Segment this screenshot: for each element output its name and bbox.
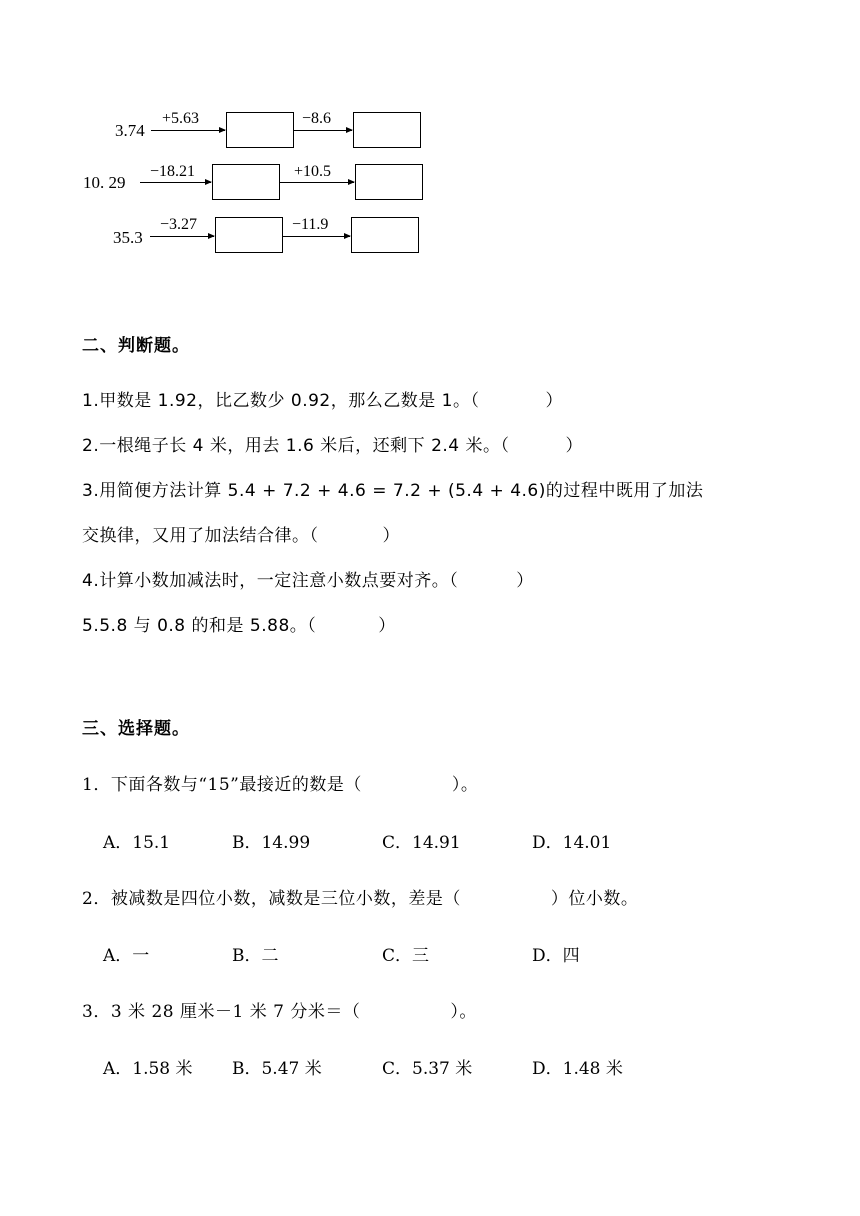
judge-item-2 — [82, 431, 583, 456]
option-d[interactable]: D．1.48 米 — [532, 1059, 623, 1079]
arrow-right-icon — [140, 182, 211, 183]
choice-question-1 — [82, 770, 478, 795]
answer-box[interactable] — [353, 112, 421, 148]
option-c[interactable]: C．三 — [382, 946, 430, 966]
arrow-right-icon — [279, 182, 354, 183]
question-text: 1.甲数是 1.92，比乙数少 0.92，那么乙数是 1。（ — [82, 391, 480, 411]
option-a[interactable]: A．1.58 米 — [103, 1059, 193, 1079]
arrow-right-icon — [150, 236, 214, 237]
choice-question-2 — [82, 884, 638, 909]
question-text: 1．下面各数与“15”最接近的数是（ — [82, 775, 362, 795]
chain-start-value: 35.3 — [113, 228, 143, 247]
section-title: 三、选择题。 — [82, 719, 190, 739]
blank-close: ） — [382, 526, 400, 546]
question-text: 3．3 米 28 厘米－1 米 7 分米＝（ — [82, 1002, 361, 1022]
option-c[interactable]: C．5.37 米 — [382, 1059, 473, 1079]
chain-operation-1: −18.21 — [150, 163, 196, 180]
chain-operation-2: −11.9 — [292, 216, 329, 233]
option-d[interactable]: D．四 — [532, 946, 580, 966]
judge-item-3 — [82, 476, 703, 501]
option-a[interactable]: A．一 — [103, 946, 150, 966]
option-d[interactable]: D．14.01 — [532, 833, 612, 853]
blank-close: ） — [565, 436, 584, 456]
chain-operation-2: +10.5 — [294, 163, 332, 180]
question-text: 4.计算小数加减法时，一定注意小数点要对齐。（ — [82, 571, 459, 591]
judge-item-3-cont — [82, 521, 400, 546]
blank-close: ） — [545, 391, 563, 411]
choice-question-3 — [82, 997, 477, 1022]
judge-item-1 — [82, 386, 563, 411]
option-b[interactable]: B．5.47 米 — [232, 1059, 322, 1079]
answer-box[interactable] — [212, 164, 280, 200]
question-text: 交换律，又用了加法结合律。（ — [82, 526, 319, 546]
arrow-right-icon — [282, 236, 350, 237]
answer-box[interactable] — [351, 217, 419, 253]
chain-operation-1: +5.63 — [162, 110, 200, 127]
judge-item-4 — [82, 566, 534, 591]
arrow-right-icon — [293, 130, 352, 131]
blank-close: ） — [378, 616, 396, 636]
chain-operation-1: −3.27 — [160, 216, 198, 233]
option-b[interactable]: B．二 — [232, 946, 279, 966]
answer-box[interactable] — [215, 217, 283, 253]
option-a[interactable]: A．15.1 — [103, 833, 171, 853]
question-text: 2.一根绳子长 4 米，用去 1.6 米后，还剩下 2.4 米。（ — [82, 436, 510, 456]
blank-close: ）位小数。 — [550, 889, 639, 909]
blank-close: ）。 — [450, 1002, 477, 1022]
question-text: 2．被减数是四位小数，减数是三位小数，差是（ — [82, 889, 461, 909]
blank-close: ）。 — [451, 775, 479, 795]
judge-item-5 — [82, 611, 396, 636]
section-title: 二、判断题。 — [82, 336, 190, 356]
question-text: 3.用简便方法计算 5.4 + 7.2 + 4.6 = 7.2 + (5.4 + 4.6)的过程中既用了加法 — [82, 481, 704, 501]
chain-start-value: 10. 29 — [83, 173, 126, 192]
blank-close: ） — [516, 571, 534, 591]
option-c[interactable]: C．14.91 — [382, 833, 461, 853]
answer-box[interactable] — [226, 112, 294, 148]
option-b[interactable]: B．14.99 — [232, 833, 311, 853]
chain-operation-2: −8.6 — [302, 110, 332, 127]
question-text: 5.5.8 与 0.8 的和是 5.88。（ — [82, 616, 317, 636]
arrow-right-icon — [151, 130, 225, 131]
answer-box[interactable] — [355, 164, 423, 200]
chain-start-value: 3.74 — [115, 121, 145, 140]
